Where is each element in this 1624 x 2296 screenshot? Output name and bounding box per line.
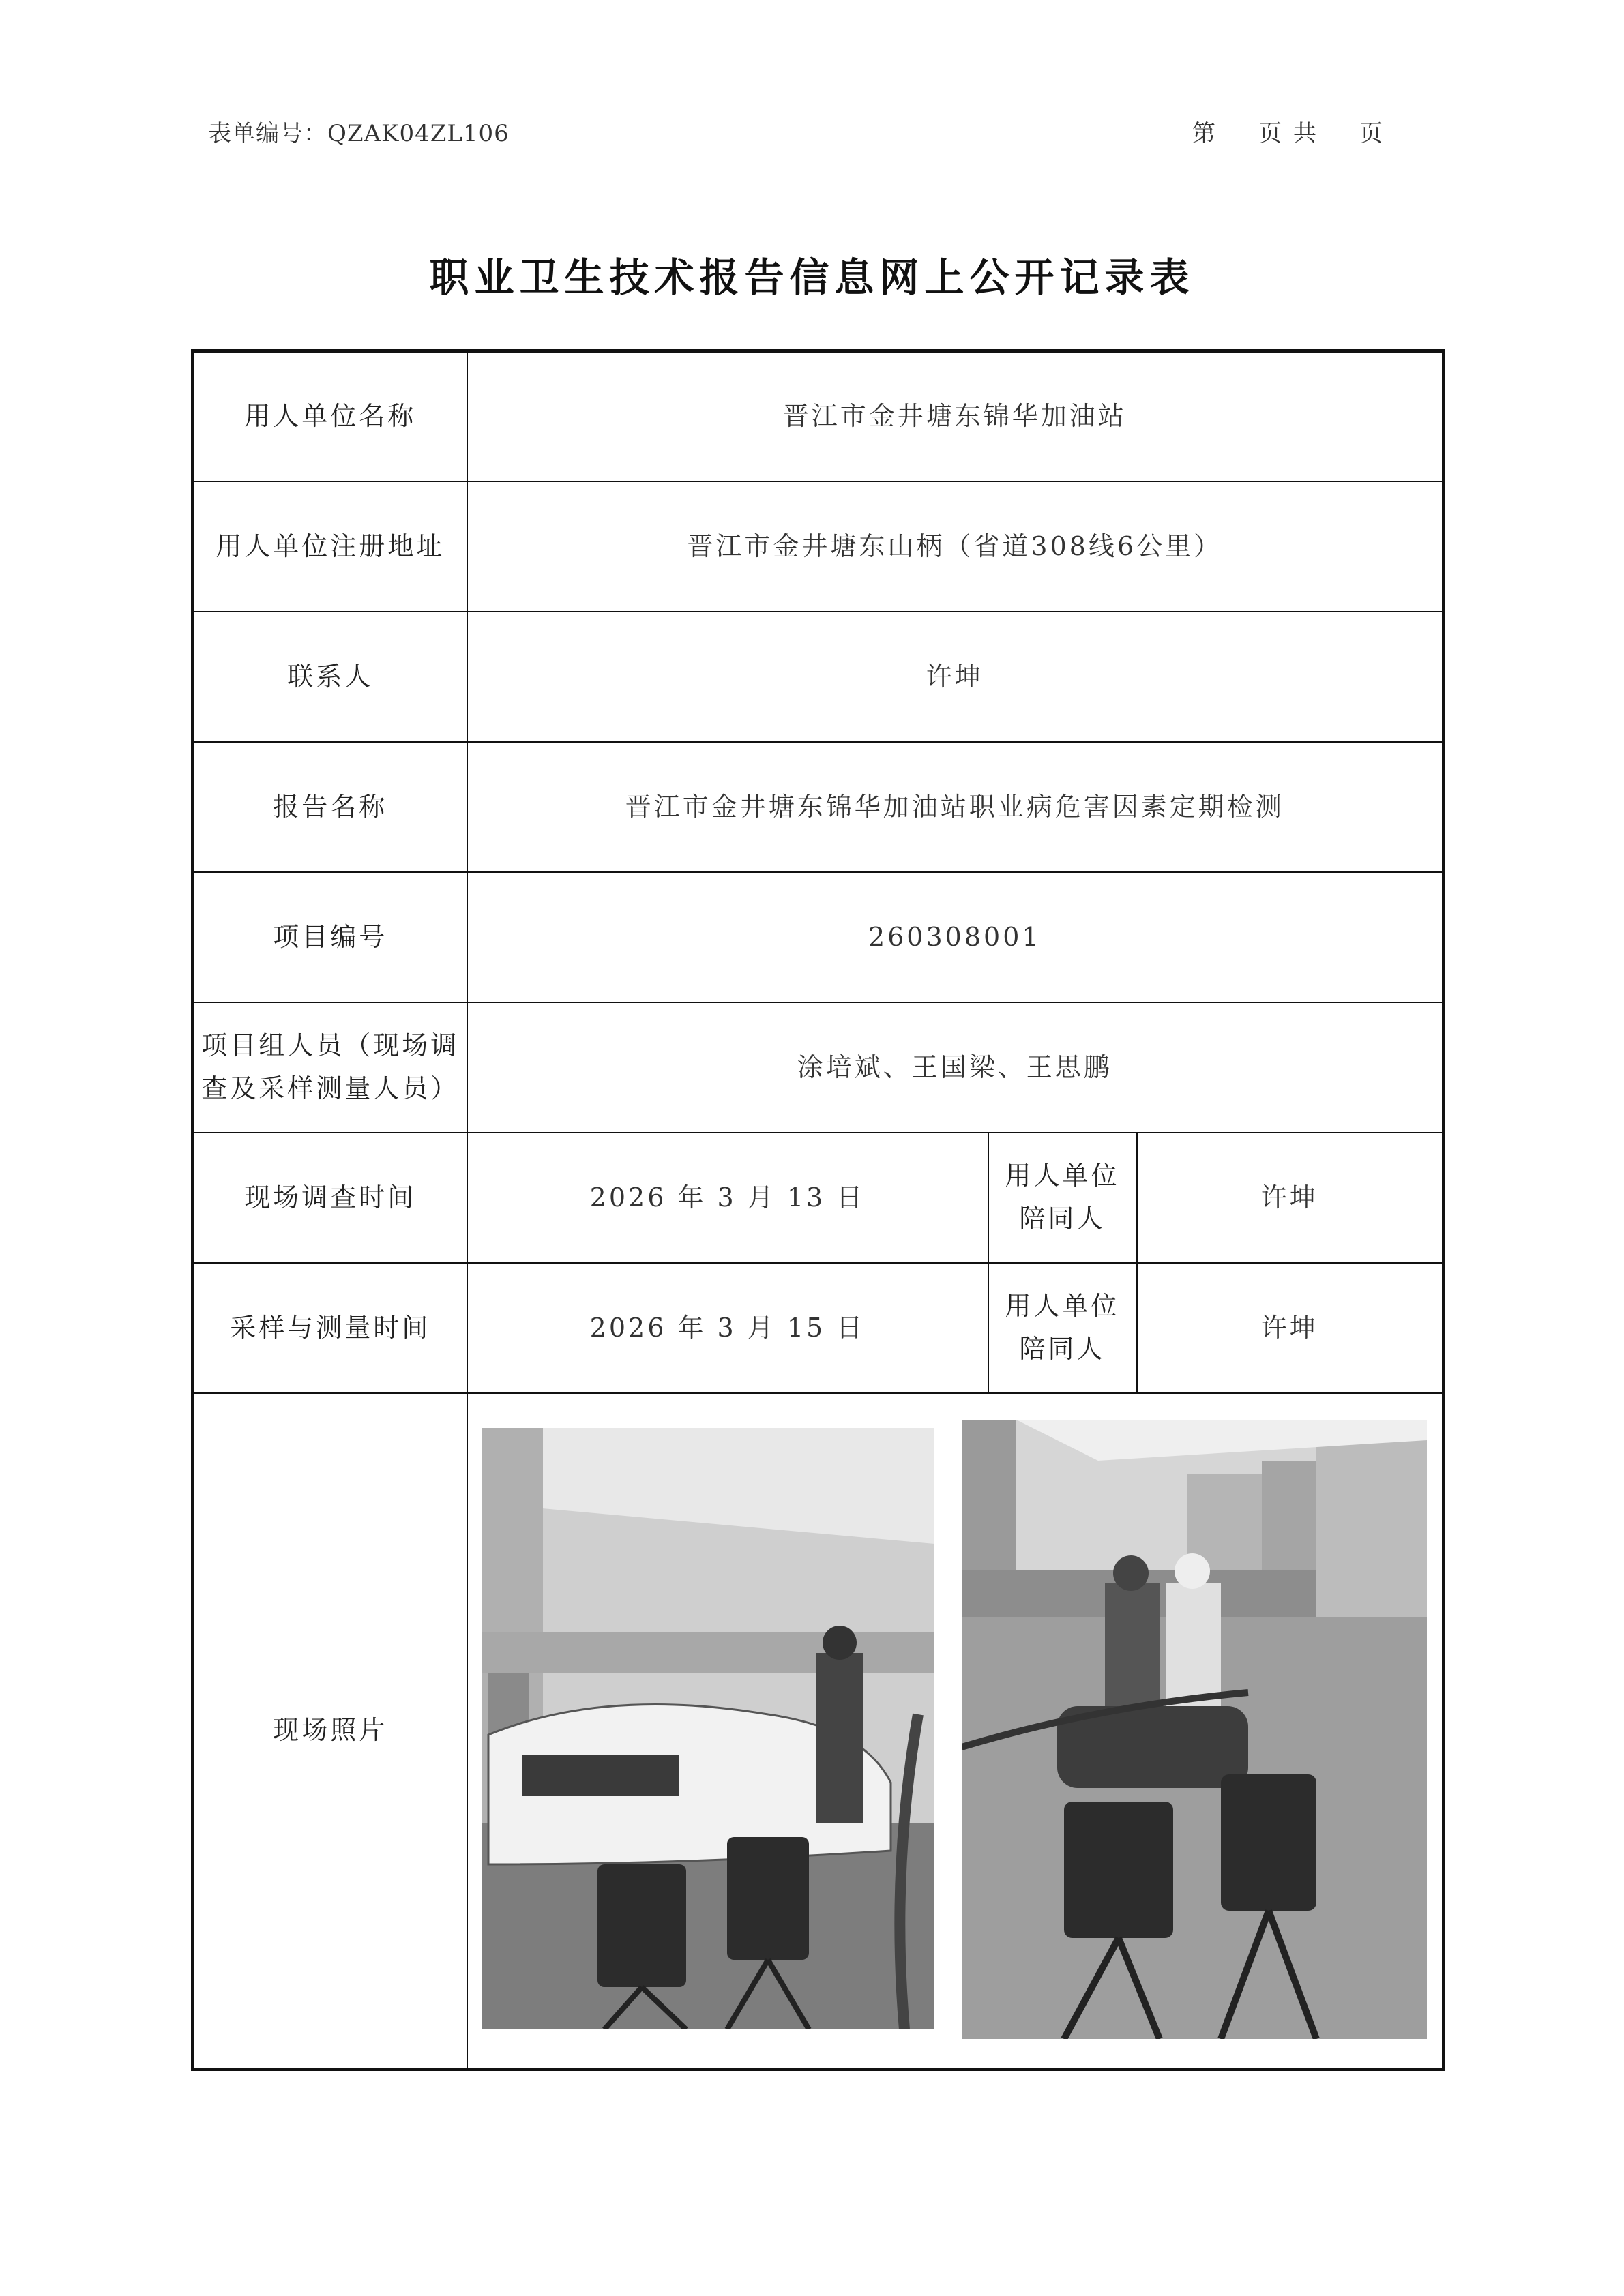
report-name-label: 报告名称 xyxy=(193,742,467,872)
employer-address-value: 晋江市金井塘东山柄（省道308线6公里） xyxy=(467,481,1444,612)
team-label xyxy=(193,1002,467,1133)
project-no-label: 项目编号 xyxy=(193,872,467,1002)
report-name-value: 晋江市金井塘东锦华加油站职业病危害因素定期检测 xyxy=(467,742,1444,872)
contact-label: 联系人 xyxy=(193,612,467,742)
row-employer-address xyxy=(193,481,1444,612)
survey-value: 2026 年 3 月 13 日 xyxy=(467,1133,988,1263)
team-label-line2: 查及采样测量人员） xyxy=(201,1073,460,1103)
photos-label: 现场照片 xyxy=(193,1393,467,2070)
employer-address-label: 用人单位注册地址 xyxy=(193,481,467,612)
form-number: 表单编号：QZAK04ZL106 xyxy=(208,120,510,147)
employer-name-label: 用人单位名称 xyxy=(193,351,467,481)
row-report-name xyxy=(193,742,1444,872)
page-indicator xyxy=(1192,115,1383,148)
sampling-label: 采样与测量时间 xyxy=(193,1263,467,1393)
team-value: 涂培斌、王国梁、王思鹏 xyxy=(467,1002,1444,1133)
page-ye-2: 页 xyxy=(1359,120,1383,147)
survey-escort-label xyxy=(988,1133,1137,1263)
sampling-value: 2026 年 3 月 15 日 xyxy=(467,1263,988,1393)
survey-escort-line2: 陪同人 xyxy=(1019,1204,1106,1234)
survey-escort-line1: 用人单位 xyxy=(1005,1161,1120,1191)
record-table xyxy=(191,349,1445,2071)
page-title: 职业卫生技术报告信息网上公开记录表 xyxy=(429,254,1195,301)
site-photo-2 xyxy=(962,1420,1427,2039)
row-team xyxy=(193,1002,1444,1133)
sampling-escort-line1: 用人单位 xyxy=(1005,1291,1120,1322)
survey-label: 现场调查时间 xyxy=(193,1133,467,1263)
team-label-line1: 项目组人员（现场调 xyxy=(201,1030,460,1061)
sampling-escort-label xyxy=(988,1263,1137,1393)
photos-cell xyxy=(467,1393,1444,2070)
employer-name-value: 晋江市金井塘东锦华加油站 xyxy=(467,351,1444,481)
sampling-escort-value: 许坤 xyxy=(1137,1263,1444,1393)
row-photos xyxy=(193,1393,1444,2070)
row-project-no xyxy=(193,872,1444,1002)
survey-escort-value: 许坤 xyxy=(1137,1133,1444,1263)
site-photo-2-image xyxy=(962,1420,1427,2039)
site-photo-1-image xyxy=(482,1428,934,2029)
page-ye: 页 xyxy=(1258,120,1282,147)
sampling-escort-line2: 陪同人 xyxy=(1019,1334,1106,1364)
page-di: 第 xyxy=(1192,120,1216,147)
project-no-value: 260308001 xyxy=(467,872,1444,1002)
row-employer-name xyxy=(193,351,1444,481)
row-survey xyxy=(193,1133,1444,1263)
contact-value: 许坤 xyxy=(467,612,1444,742)
site-photo-1 xyxy=(482,1428,934,2029)
page-gong: 共 xyxy=(1293,120,1317,147)
row-contact xyxy=(193,612,1444,742)
row-sampling xyxy=(193,1263,1444,1393)
